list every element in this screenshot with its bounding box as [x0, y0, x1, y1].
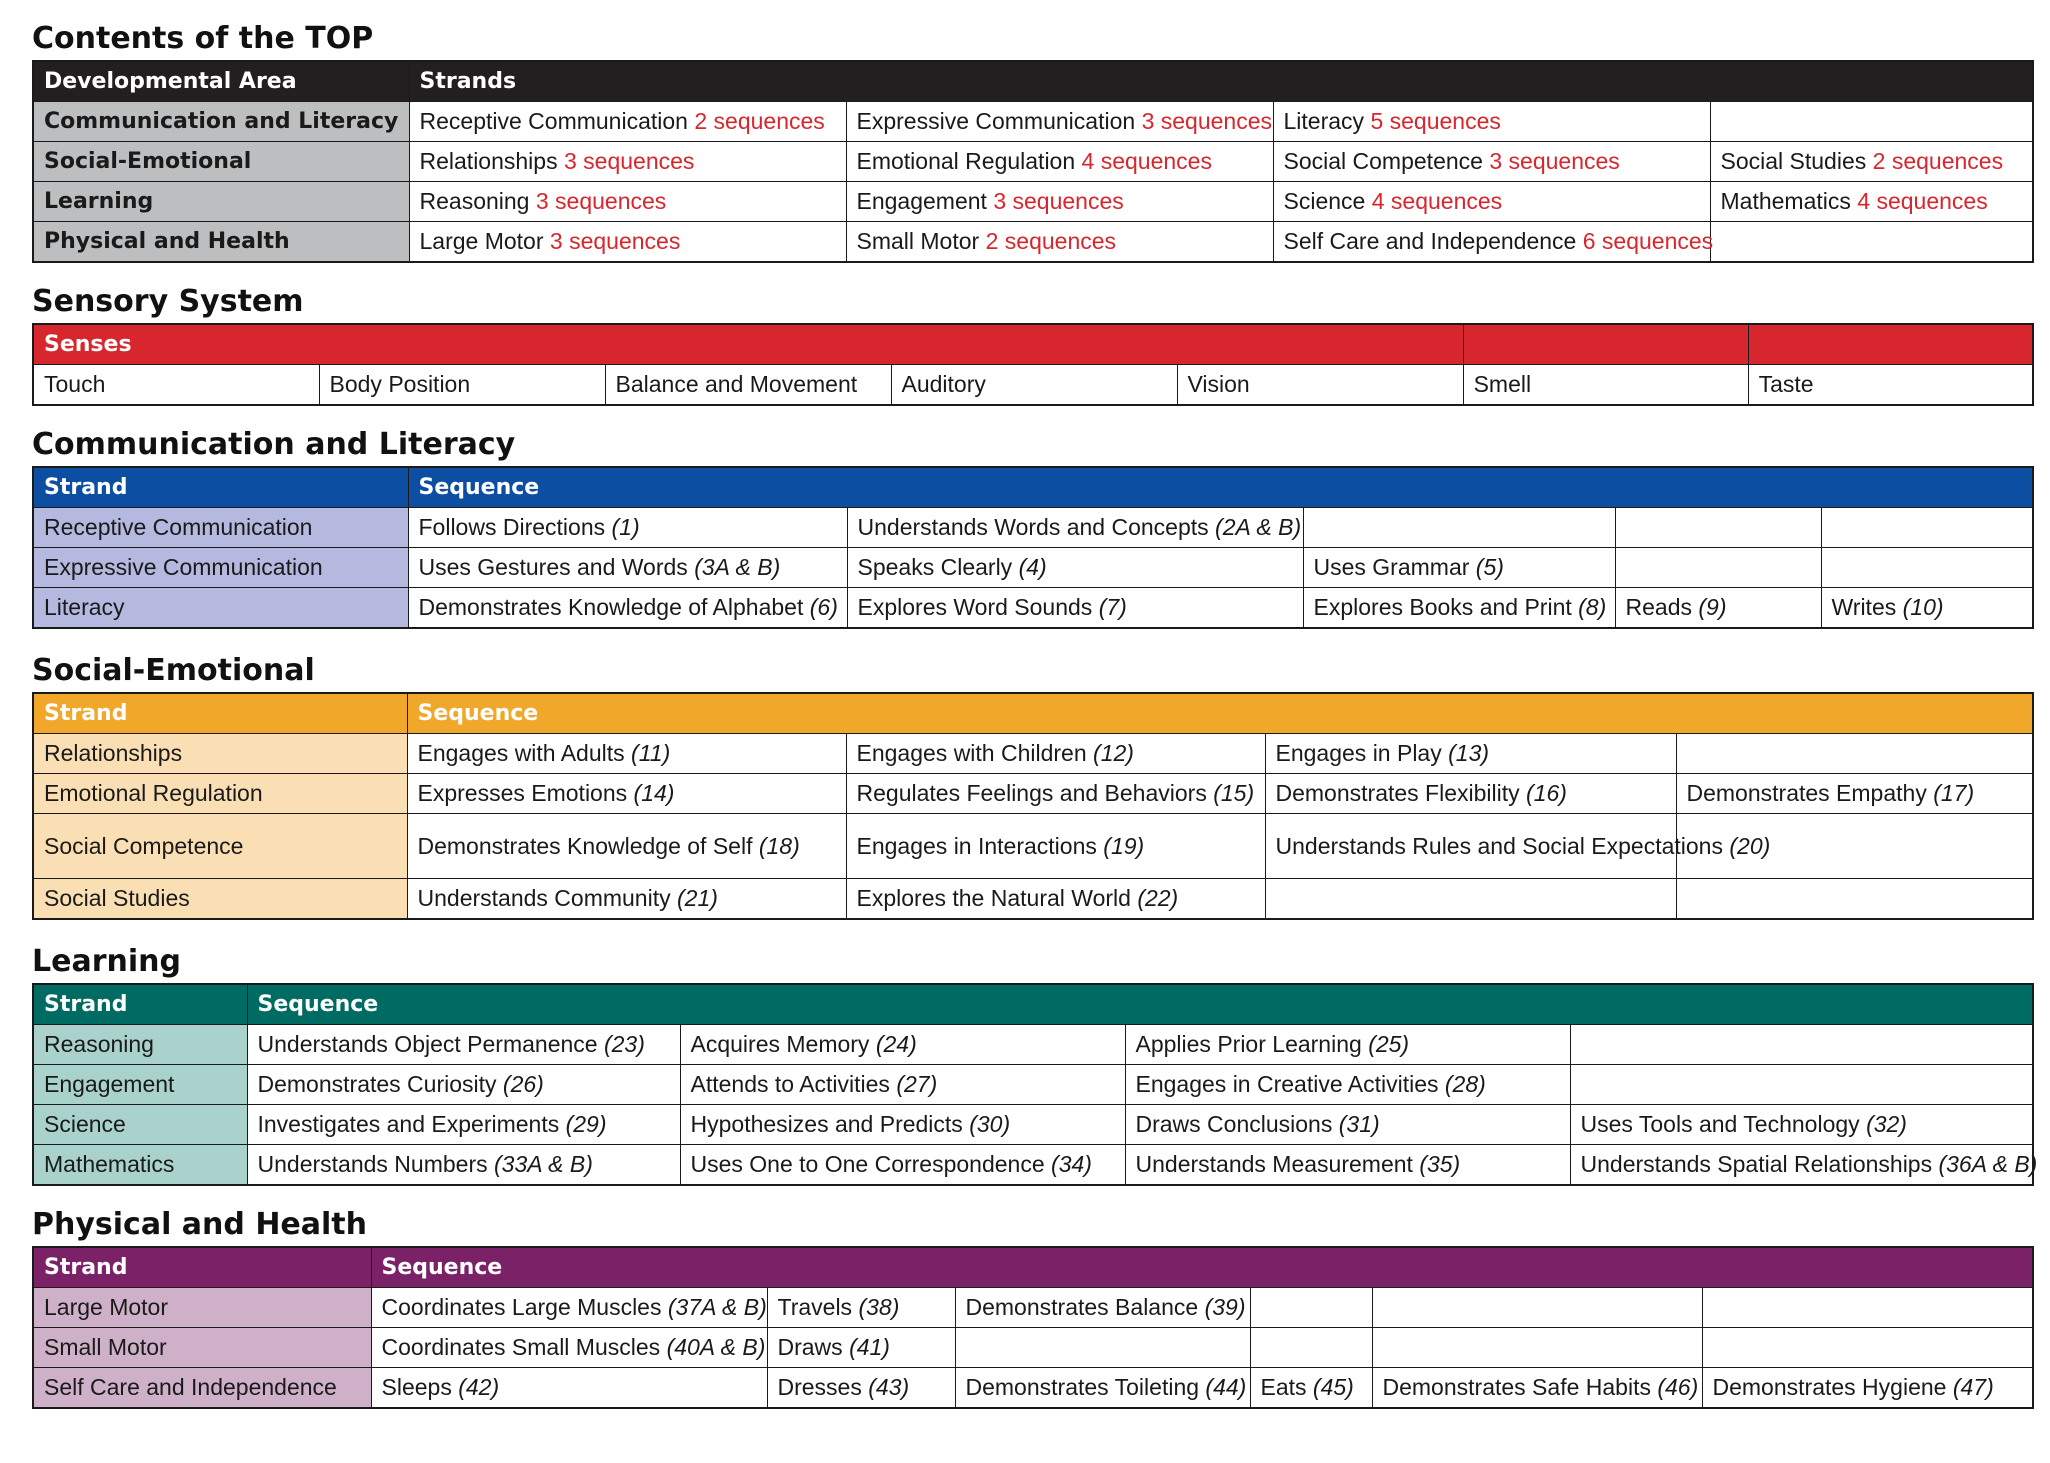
sequence-number: (24) — [875, 1031, 917, 1057]
strand-cell — [846, 182, 1273, 222]
sequence-name: Investigates and Experiments — [257, 1111, 566, 1137]
strand-name: Engagement — [33, 1065, 247, 1105]
sense-cell: Body Position — [319, 365, 605, 406]
strand-row — [33, 1065, 2033, 1105]
strand-cell — [1273, 102, 1710, 142]
sequence-name: Attends to Activities — [690, 1071, 897, 1097]
sequence-cell — [680, 1145, 1125, 1186]
social-header-row — [33, 693, 2033, 734]
sequence-name: Engages in Creative Activities — [1135, 1071, 1445, 1097]
sequence-name: Explores Books and Print — [1313, 594, 1579, 620]
strand-row — [33, 1368, 2033, 1409]
sequence-number: (37A & B) — [667, 1294, 767, 1320]
strand-row — [33, 1145, 2033, 1186]
strand-row — [33, 548, 2033, 588]
sequence-number: (43) — [868, 1374, 910, 1400]
header-sequence: Sequence — [407, 693, 2033, 734]
sequence-cell — [1702, 1328, 2033, 1368]
sequence-cell — [247, 1105, 680, 1145]
sequence-name: Demonstrates Flexibility — [1275, 780, 1527, 806]
physical-table — [32, 1246, 2034, 1409]
sequence-cell — [767, 1288, 955, 1328]
sequence-name: Uses Tools and Technology — [1580, 1111, 1867, 1137]
strand-name: Reasoning — [33, 1025, 247, 1065]
sequence-number: (8) — [1578, 594, 1607, 620]
contents-table — [32, 60, 2034, 263]
sequence-number: (14) — [633, 780, 675, 806]
physical-header-row — [33, 1247, 2033, 1288]
sequence-name: Engages in Interactions — [856, 832, 1104, 859]
sequence-number: (25) — [1368, 1031, 1410, 1057]
strand-row — [33, 588, 2033, 629]
sequence-number: (18) — [758, 832, 800, 859]
strand-name: Engagement — [856, 188, 987, 214]
sequence-name: Demonstrates Toileting — [965, 1374, 1206, 1400]
sequence-cell — [955, 1288, 1250, 1328]
sequence-count: 4 sequences — [1081, 148, 1212, 174]
sequence-name: Understands Numbers — [257, 1151, 494, 1177]
contents-header-row — [33, 61, 2033, 102]
sequence-count: 3 sequences — [535, 188, 667, 214]
strand-row — [33, 508, 2033, 548]
sequence-name: Acquires Memory — [690, 1031, 876, 1057]
developmental-area: Physical and Health — [33, 222, 409, 263]
learning-table — [32, 983, 2038, 1186]
sequence-name: Explores the Natural World — [856, 885, 1138, 911]
strand-name: Literacy — [33, 588, 408, 629]
sequence-cell — [846, 734, 1265, 774]
sequence-name: Explores Word Sounds — [857, 594, 1099, 620]
sequence-count: 3 sequences — [1489, 148, 1620, 174]
strand-row — [33, 1105, 2033, 1145]
sequence-number: (34) — [1051, 1151, 1092, 1177]
strand-name: Self Care and Independence — [33, 1368, 371, 1409]
strand-cell — [1273, 182, 1710, 222]
sequence-name: Eats — [1260, 1374, 1313, 1400]
comm-body — [33, 508, 2033, 629]
strand-cell — [1273, 142, 1710, 182]
sequence-cell — [1265, 774, 1676, 814]
sequence-cell — [1676, 879, 2033, 920]
sequence-name: Travels — [777, 1294, 859, 1320]
sequence-cell — [371, 1368, 767, 1409]
sequence-number: (42) — [458, 1374, 500, 1400]
strand-cell — [1710, 102, 2033, 142]
sequence-name: Draws — [777, 1334, 850, 1360]
sequence-cell — [407, 734, 846, 774]
sequence-cell — [408, 508, 847, 548]
sequence-cell — [1615, 508, 1821, 548]
sequence-cell — [955, 1328, 1250, 1368]
sequence-cell — [247, 1025, 680, 1065]
header-sequence: Sequence — [371, 1247, 2033, 1288]
sequence-cell — [1615, 548, 1821, 588]
sequence-name: Regulates Feelings and Behaviors — [856, 780, 1214, 806]
sequence-name: Engages in Play — [1275, 740, 1449, 766]
comm-header-row — [33, 467, 2033, 508]
physical-title: Physical and Health — [32, 1207, 367, 1242]
sense-cell: Balance and Movement — [605, 365, 891, 406]
developmental-area: Communication and Literacy — [33, 102, 409, 142]
sequence-name: Coordinates Small Muscles — [381, 1334, 667, 1360]
sequence-cell — [247, 1145, 680, 1186]
contents-title: Contents of the TOP — [32, 21, 374, 56]
sequence-name: Demonstrates Knowledge of Self — [417, 832, 759, 859]
sequence-number: (47) — [1952, 1374, 1994, 1400]
sequence-name: Understands Rules and Social Expectations — [1275, 832, 1730, 859]
comm-title: Communication and Literacy — [32, 427, 516, 462]
physical-body — [33, 1288, 2033, 1409]
header-senses-blank — [1463, 324, 1748, 365]
contents-row — [33, 182, 2033, 222]
sequence-number: (11) — [631, 740, 671, 766]
header-senses-blank — [1748, 324, 2033, 365]
strand-row — [33, 1288, 2033, 1328]
strand-name: Relationships — [33, 734, 407, 774]
strand-name: Small Motor — [856, 228, 980, 254]
strand-row — [33, 879, 2033, 920]
sequence-number: (22) — [1137, 885, 1179, 911]
sequence-name: Uses Grammar — [1313, 554, 1476, 580]
sequence-cell — [847, 548, 1303, 588]
contents-body — [33, 102, 2033, 263]
sequence-name: Engages with Children — [856, 740, 1094, 766]
sequence-name: Demonstrates Safe Habits — [1382, 1374, 1658, 1400]
sense-cell: Taste — [1748, 365, 2033, 406]
sequence-number: (16) — [1526, 780, 1567, 806]
strand-row — [33, 1025, 2033, 1065]
sequence-cell — [1250, 1328, 1372, 1368]
senses-header-row — [33, 324, 2033, 365]
strand-name: Social Studies — [1720, 148, 1867, 174]
sequence-cell — [1265, 814, 1771, 879]
sequence-name: Engages with Adults — [417, 740, 632, 766]
strand-name: Mathematics — [1720, 188, 1851, 214]
sequence-number: (13) — [1448, 740, 1490, 766]
sequence-cell — [847, 508, 1303, 548]
sequence-count: 4 sequences — [1371, 188, 1503, 214]
sequence-number: (20) — [1729, 832, 1771, 859]
sense-cell: Touch — [33, 365, 319, 406]
strand-name: Mathematics — [33, 1145, 247, 1186]
sequence-number: (4) — [1018, 554, 1047, 580]
strand-name: Large Motor — [419, 228, 544, 254]
contents-row — [33, 142, 2033, 182]
strand-name: Small Motor — [33, 1328, 371, 1368]
sequence-cell — [680, 1025, 1125, 1065]
sequence-cell — [1372, 1328, 1702, 1368]
sequence-name: Demonstrates Hygiene — [1712, 1374, 1953, 1400]
sequence-cell — [1125, 1145, 1570, 1186]
sequence-name: Uses One to One Correspondence — [690, 1151, 1052, 1177]
sequence-number: (26) — [502, 1071, 544, 1097]
strand-name: Self Care and Independence — [1283, 228, 1577, 254]
strand-name: Expressive Communication — [33, 548, 408, 588]
strand-name: Reasoning — [419, 188, 530, 214]
sequence-cell — [408, 548, 847, 588]
strand-cell — [1273, 222, 1714, 263]
strand-cell — [409, 102, 846, 142]
learning-header-row — [33, 984, 2033, 1025]
sequence-cell — [1821, 548, 2033, 588]
sequence-cell — [1125, 1025, 1570, 1065]
sequence-cell — [846, 879, 1265, 920]
sequence-cell — [1570, 1105, 2033, 1145]
sequence-name: Understands Spatial Relationships — [1580, 1151, 1939, 1177]
sequence-name: Demonstrates Curiosity — [257, 1071, 503, 1097]
sequence-cell — [1702, 1288, 2033, 1328]
sequence-name: Demonstrates Knowledge of Alphabet — [418, 594, 810, 620]
header-strands: Strands — [409, 61, 2033, 102]
strand-name: Science — [1283, 188, 1366, 214]
developmental-area: Learning — [33, 182, 409, 222]
developmental-area: Social-Emotional — [33, 142, 409, 182]
sequence-cell — [371, 1288, 767, 1328]
sequence-cell — [407, 774, 846, 814]
sequence-number: (29) — [565, 1111, 607, 1137]
social-body — [33, 734, 2033, 920]
sequence-cell — [767, 1368, 955, 1409]
sequence-name: Coordinates Large Muscles — [381, 1294, 668, 1320]
sequence-name: Demonstrates Balance — [965, 1294, 1205, 1320]
sequence-count: 2 sequences — [985, 228, 1117, 254]
sequence-count: 2 sequences — [1872, 148, 2004, 174]
sequence-name: Reads — [1625, 594, 1699, 620]
comm-table — [32, 466, 2034, 629]
sequence-number: (44) — [1205, 1374, 1247, 1400]
sense-cell: Auditory — [891, 365, 1177, 406]
sequence-cell — [1303, 588, 1615, 629]
strand-name: Social Studies — [33, 879, 407, 920]
sequence-name: Understands Words and Concepts — [857, 514, 1216, 540]
strand-name: Literacy — [1283, 108, 1365, 134]
strand-cell — [409, 142, 846, 182]
header-strand: Strand — [33, 467, 408, 508]
sequence-count: 4 sequences — [1857, 188, 1988, 214]
sequence-number: (33A & B) — [494, 1151, 593, 1177]
strand-row — [33, 774, 2033, 814]
sequence-cell — [1570, 1025, 2033, 1065]
sequence-cell — [1615, 588, 1821, 629]
strand-cell — [409, 182, 846, 222]
sequence-cell — [846, 814, 1265, 879]
sequence-name: Sleeps — [381, 1374, 459, 1400]
sequence-number: (32) — [1866, 1111, 1907, 1137]
sequence-number: (12) — [1093, 740, 1134, 766]
strand-name: Science — [33, 1105, 247, 1145]
social-title: Social-Emotional — [32, 653, 315, 688]
strand-name: Relationships — [419, 148, 558, 174]
sequence-cell — [1570, 1065, 2033, 1105]
strand-name: Social Competence — [1283, 148, 1483, 174]
sequence-count: 3 sequences — [1141, 108, 1272, 134]
strand-cell — [846, 142, 1273, 182]
sequence-cell — [1303, 548, 1615, 588]
header-strand: Strand — [33, 984, 247, 1025]
sequence-cell — [1250, 1288, 1372, 1328]
sequence-number: (3A & B) — [694, 554, 781, 580]
sequence-number: (2A & B) — [1215, 514, 1302, 540]
sequence-cell — [371, 1328, 767, 1368]
sequence-cell — [1702, 1368, 2033, 1409]
sequence-number: (28) — [1444, 1071, 1486, 1097]
top-contents-page — [32, 18, 2038, 1409]
sequence-number: (5) — [1475, 554, 1504, 580]
sequence-cell — [1265, 734, 1676, 774]
sequence-cell — [1821, 588, 2033, 629]
strand-cell — [1710, 142, 2033, 182]
sequence-number: (6) — [809, 594, 838, 620]
header-sequence: Sequence — [247, 984, 2033, 1025]
strand-name: Emotional Regulation — [33, 774, 407, 814]
sequence-number: (46) — [1657, 1374, 1699, 1400]
strand-row — [33, 1328, 2033, 1368]
sensory-title: Sensory System — [32, 284, 304, 319]
strand-row — [33, 814, 2033, 879]
sequence-name: Applies Prior Learning — [1135, 1031, 1369, 1057]
sequence-cell — [767, 1328, 955, 1368]
sequence-name: Writes — [1831, 594, 1903, 620]
sequence-number: (38) — [858, 1294, 900, 1320]
sequence-number: (40A & B) — [666, 1334, 766, 1360]
header-strand: Strand — [33, 1247, 371, 1288]
strand-name: Expressive Communication — [856, 108, 1136, 134]
sequence-cell — [1372, 1368, 1702, 1409]
contents-row — [33, 222, 2033, 263]
sequence-name: Draws Conclusions — [1135, 1111, 1339, 1137]
sequence-number: (41) — [849, 1334, 890, 1360]
sequence-count: 3 sequences — [993, 188, 1124, 214]
sequence-cell — [1372, 1288, 1702, 1328]
strand-name: Social Competence — [33, 814, 407, 879]
sequence-cell — [846, 774, 1265, 814]
sequence-cell — [1821, 508, 2033, 548]
sequence-cell — [408, 588, 847, 629]
sequence-name: Understands Community — [417, 885, 677, 911]
strand-cell — [1710, 182, 2033, 222]
strand-row — [33, 734, 2033, 774]
sequence-number: (27) — [896, 1071, 938, 1097]
sense-cell: Smell — [1463, 365, 1748, 406]
sequence-number: (10) — [1902, 594, 1944, 620]
sequence-cell — [1676, 734, 2033, 774]
sensory-table — [32, 323, 2034, 406]
sequence-number: (31) — [1338, 1111, 1380, 1137]
sequence-name: Speaks Clearly — [857, 554, 1019, 580]
sequence-cell — [955, 1368, 1250, 1409]
learning-body — [33, 1025, 2038, 1186]
sequence-cell — [1250, 1368, 1372, 1409]
sequence-name: Understands Object Permanence — [257, 1031, 604, 1057]
social-table — [32, 692, 2034, 920]
sequence-number: (15) — [1213, 780, 1255, 806]
header-strand: Strand — [33, 693, 407, 734]
sequence-name: Demonstrates Empathy — [1686, 780, 1934, 806]
sequence-name: Expresses Emotions — [417, 780, 634, 806]
sequence-cell — [1676, 774, 2033, 814]
sequence-name: Uses Gestures and Words — [418, 554, 695, 580]
sequence-number: (39) — [1204, 1294, 1246, 1320]
contents-row — [33, 102, 2033, 142]
sequence-number: (35) — [1419, 1151, 1461, 1177]
sequence-count: 5 sequences — [1370, 108, 1501, 134]
sequence-count: 2 sequences — [694, 108, 825, 134]
sequence-name: Understands Measurement — [1135, 1151, 1420, 1177]
sequence-name: Follows Directions — [418, 514, 612, 540]
sequence-cell — [1303, 508, 1615, 548]
sequence-count: 3 sequences — [563, 148, 695, 174]
sequence-number: (45) — [1312, 1374, 1354, 1400]
sequence-number: (21) — [677, 885, 718, 911]
sequence-cell — [247, 1065, 680, 1105]
header-sequence: Sequence — [408, 467, 2033, 508]
sequence-name: Dresses — [777, 1374, 869, 1400]
sequence-cell — [407, 879, 846, 920]
senses-row — [33, 365, 2033, 406]
sequence-cell — [1125, 1065, 1570, 1105]
strand-name: Receptive Communication — [33, 508, 408, 548]
sequence-cell — [847, 588, 1303, 629]
sequence-number: (23) — [603, 1031, 645, 1057]
sequence-cell — [1265, 879, 1676, 920]
sequence-number: (19) — [1103, 832, 1145, 859]
sequence-number: (1) — [611, 514, 640, 540]
header-senses: Senses — [33, 324, 1463, 365]
sequence-cell — [680, 1105, 1125, 1145]
sequence-number: (7) — [1098, 594, 1127, 620]
strand-name: Emotional Regulation — [856, 148, 1076, 174]
sequence-count: 3 sequences — [549, 228, 681, 254]
sequence-number: (36A & B) — [1938, 1151, 2038, 1177]
sequence-cell — [680, 1065, 1125, 1105]
sequence-cell — [1570, 1145, 2038, 1186]
strand-cell — [1710, 222, 2033, 263]
strand-cell — [409, 222, 846, 263]
sequence-number: (17) — [1933, 780, 1975, 806]
header-developmental-area: Developmental Area — [33, 61, 409, 102]
strand-name: Large Motor — [33, 1288, 371, 1328]
sequence-number: (30) — [969, 1111, 1011, 1137]
strand-cell — [846, 222, 1273, 263]
strand-name: Receptive Communication — [419, 108, 688, 134]
sense-cell: Vision — [1177, 365, 1463, 406]
sequence-count: 6 sequences — [1582, 228, 1714, 254]
learning-title: Learning — [32, 944, 181, 979]
sequence-cell — [1125, 1105, 1570, 1145]
strand-cell — [846, 102, 1273, 142]
sequence-number: (9) — [1698, 594, 1727, 620]
sequence-name: Hypothesizes and Predicts — [690, 1111, 970, 1137]
sequence-cell — [407, 814, 846, 879]
